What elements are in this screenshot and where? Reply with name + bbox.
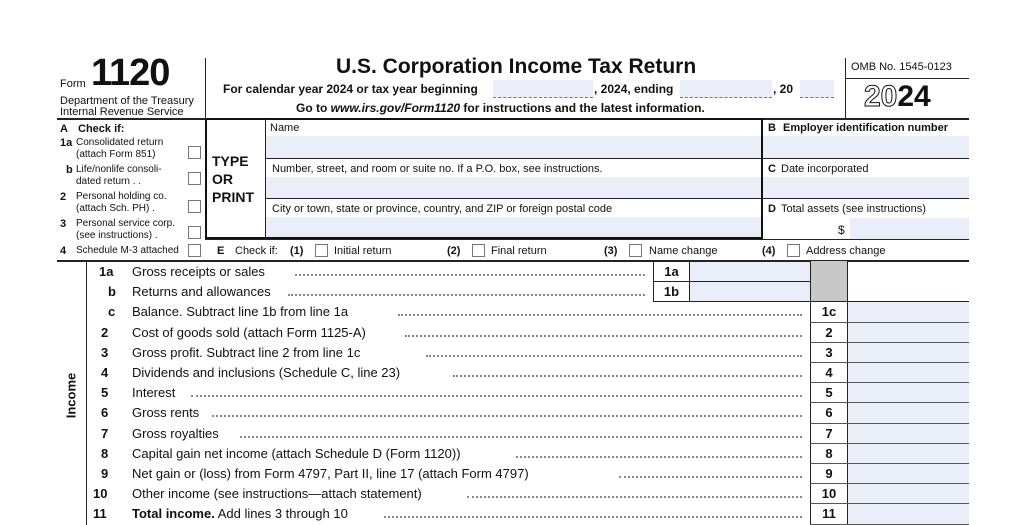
leader-dots — [288, 294, 645, 296]
form-word: Form — [60, 78, 86, 90]
option-label: Address change — [806, 245, 886, 257]
line-box-label: 3 — [825, 344, 833, 360]
item-num: b — [66, 164, 73, 176]
d-letter: D — [768, 203, 776, 215]
line-description — [132, 506, 348, 521]
leader-dots — [426, 355, 802, 357]
line-description — [132, 345, 360, 360]
ein-field[interactable] — [763, 136, 969, 158]
item-line1: Personal service corp. — [76, 218, 175, 229]
line-box-label: 4 — [825, 365, 833, 380]
line-box-label: 6 — [825, 405, 833, 421]
option-num: (1) — [290, 245, 304, 257]
section-a-heading: Check if: — [78, 123, 125, 135]
line-description — [132, 446, 461, 461]
line-1a-amount-field[interactable] — [690, 262, 810, 281]
item-line1: Consolidated return — [76, 137, 164, 148]
option-num: (4) — [762, 245, 776, 257]
line-description-text: Gross royalties — [132, 425, 219, 441]
city-field[interactable] — [266, 217, 761, 237]
line-description-text: Cost of goods sold (attach Form 1125-A) — [132, 324, 366, 340]
final-return-checkbox[interactable] — [472, 244, 485, 257]
shaded-cell — [811, 261, 847, 301]
line-amount-field[interactable] — [848, 363, 969, 382]
row-separator — [810, 524, 969, 525]
line-description-text: Gross receipts or sales — [132, 264, 265, 279]
line-number: 11 — [93, 506, 107, 522]
total-assets-label: Total assets (see instructions) — [781, 203, 926, 215]
line-box-label: 2 — [825, 324, 833, 340]
line-1b-amount-field[interactable] — [690, 282, 810, 301]
or-word: OR — [212, 171, 233, 187]
goto-prefix: Go to — [296, 101, 331, 115]
line-number: 1a — [99, 264, 114, 279]
name-change-checkbox[interactable] — [629, 244, 642, 257]
line-number: 9 — [101, 466, 109, 481]
leader-dots — [398, 314, 802, 316]
department-line: Department of the Treasury — [60, 95, 194, 107]
option-label: Initial return — [334, 245, 392, 257]
item-line1: Personal holding co. — [76, 191, 167, 202]
line-amount-field[interactable] — [848, 403, 969, 422]
line-description — [132, 284, 271, 299]
line-description-text: Net gain or (loss) from Form 4797, Part II, line 17 (attach Form 4797) — [132, 466, 529, 481]
line-number: 4 — [101, 365, 109, 380]
option-label: Final return — [491, 245, 547, 257]
line-box-label: 5 — [825, 385, 833, 401]
type-or-print-label — [212, 152, 254, 206]
leader-dots — [191, 395, 802, 397]
tax-year-20-label: , 20 — [773, 82, 794, 96]
item-line2: dated return . . — [76, 176, 142, 187]
line-description — [132, 405, 199, 420]
line-amount-field[interactable] — [848, 343, 969, 362]
option-num: (3) — [604, 245, 618, 257]
item-num: 4 — [60, 245, 67, 257]
e-letter: E — [217, 245, 225, 257]
item-num: 3 — [60, 218, 67, 230]
line-description-text: Interest — [132, 385, 176, 401]
city-label: City or town, state or province, country, and ZIP or foreign postal code — [272, 203, 613, 215]
print-word: PRINT — [212, 189, 254, 205]
irs-line: Internal Revenue Service — [60, 106, 184, 118]
year-bold: 24 — [897, 80, 931, 113]
line-box-label: 9 — [825, 466, 833, 481]
line-description — [132, 385, 175, 400]
line-amount-field[interactable] — [848, 464, 969, 483]
line-description — [132, 264, 265, 279]
line-description-text: Other income (see instructions—attach statement) — [132, 486, 422, 502]
date-incorporated-field[interactable] — [763, 177, 969, 198]
leader-dots — [619, 476, 802, 478]
item-num: 2 — [60, 191, 67, 203]
type-word: TYPE — [212, 153, 249, 169]
tax-year-begin-field[interactable] — [493, 80, 593, 98]
line-description-text: Balance. Subtract line 1b from line 1a — [132, 304, 349, 320]
line-description — [132, 365, 400, 380]
line-amount-field[interactable] — [848, 504, 969, 523]
line-number: 2 — [101, 324, 109, 340]
life-nonlife-checkbox[interactable] — [188, 172, 201, 185]
leader-dots — [240, 436, 803, 438]
line-box-label: 11 — [822, 506, 836, 522]
ein-label: Employer identification number — [783, 122, 949, 134]
tax-year-logo — [864, 80, 931, 114]
leader-dots — [384, 516, 802, 518]
line-amount-field[interactable] — [848, 302, 969, 321]
consolidated-return-checkbox[interactable] — [188, 146, 201, 159]
line-description-text: Dividends and inclusions (Schedule C, line 23) — [132, 365, 401, 380]
form-number: 1120 — [91, 52, 170, 94]
line-description-text: Gross rents — [132, 405, 200, 421]
leader-dots — [453, 375, 802, 377]
tax-year-label: For calendar year 2024 or tax year beginning — [223, 82, 478, 96]
form-title: U.S. Corporation Income Tax Return — [336, 55, 697, 78]
instructions-line — [296, 101, 705, 115]
irs-url[interactable]: www.irs.gov/Form1120 — [330, 101, 461, 115]
line-box-label: 1b — [663, 284, 680, 300]
line-description-text: Capital gain net income (attach Schedule D (Form 1120)) — [132, 445, 461, 461]
total-assets-field[interactable] — [850, 218, 969, 239]
line-box-label: 7 — [825, 425, 833, 441]
item-line2: (attach Form 851) — [76, 149, 156, 160]
leader-dots — [467, 496, 802, 498]
line-amount-field[interactable] — [848, 383, 969, 402]
blank-cell — [848, 261, 969, 301]
e-check-label: Check if: — [235, 245, 278, 257]
name-field[interactable] — [266, 136, 761, 158]
year-outline: 20 — [864, 80, 898, 113]
line-number: 3 — [101, 344, 109, 360]
line-number: c — [108, 304, 116, 320]
item-line1: Schedule M-3 attached — [76, 245, 179, 256]
line-amount-field[interactable] — [848, 484, 969, 503]
c-letter: C — [768, 163, 776, 175]
street-label: Number, street, and room or suite no. If a P.O. box, see instructions. — [272, 163, 603, 175]
option-num: (2) — [447, 245, 461, 257]
line-number: 5 — [101, 385, 109, 401]
leader-dots — [405, 335, 802, 337]
goto-suffix: for instructions and the latest information. — [460, 101, 705, 115]
street-field[interactable] — [266, 177, 761, 198]
line-amount-field[interactable] — [848, 323, 969, 342]
income-side-label: Income — [63, 372, 79, 419]
line-description-bold: Total income. — [132, 506, 215, 522]
line-description-text: Gross profit. Subtract line 2 from line 1c — [132, 344, 361, 360]
name-label: Name — [270, 122, 300, 134]
date-incorporated-label: Date incorporated — [781, 163, 869, 175]
leader-dots — [295, 274, 645, 276]
item-line2: (see instructions) . — [76, 230, 158, 241]
line-description-text: Returns and allowances — [132, 284, 271, 300]
line-amount-field[interactable] — [848, 444, 969, 463]
line-box-label: 10 — [821, 486, 837, 502]
line-description — [132, 466, 529, 481]
omb-number: OMB No. 1545-0123 — [851, 61, 952, 73]
line-description — [132, 426, 219, 441]
personal-service-checkbox[interactable] — [188, 226, 201, 239]
section-a-letter: A — [60, 123, 68, 135]
b-letter: B — [768, 122, 776, 134]
option-label: Name change — [649, 245, 718, 257]
leader-dots — [516, 456, 803, 458]
personal-holding-checkbox[interactable] — [188, 200, 201, 213]
line-amount-field[interactable] — [848, 424, 969, 443]
line-description — [132, 486, 422, 501]
line-box-label: 1a — [664, 264, 679, 279]
schedule-m3-checkbox[interactable] — [188, 244, 201, 257]
initial-return-checkbox[interactable] — [315, 244, 328, 257]
line-description-text: Add lines 3 through 10 — [214, 506, 348, 522]
tax-year-end-field[interactable] — [680, 80, 772, 98]
line-description — [132, 325, 366, 340]
line-description — [132, 304, 348, 319]
item-line1: Life/nonlife consoli- — [76, 164, 162, 175]
line-number: 10 — [93, 486, 108, 502]
tax-year-end-year-field[interactable] — [800, 80, 834, 98]
address-change-checkbox[interactable] — [787, 244, 800, 257]
line-number: 6 — [101, 405, 109, 421]
item-num: 1a — [60, 137, 73, 149]
item-line2: (attach Sch. PH) . — [76, 203, 155, 214]
line-number: 8 — [101, 445, 109, 461]
tax-year-ending-label: , 2024, ending — [594, 82, 674, 96]
line-box-label: 8 — [825, 445, 833, 461]
line-box-label: 1c — [821, 304, 837, 320]
leader-dots — [212, 415, 802, 417]
line-number: 7 — [101, 425, 109, 441]
dollar-sign: $ — [838, 223, 845, 237]
line-number: b — [108, 284, 116, 300]
